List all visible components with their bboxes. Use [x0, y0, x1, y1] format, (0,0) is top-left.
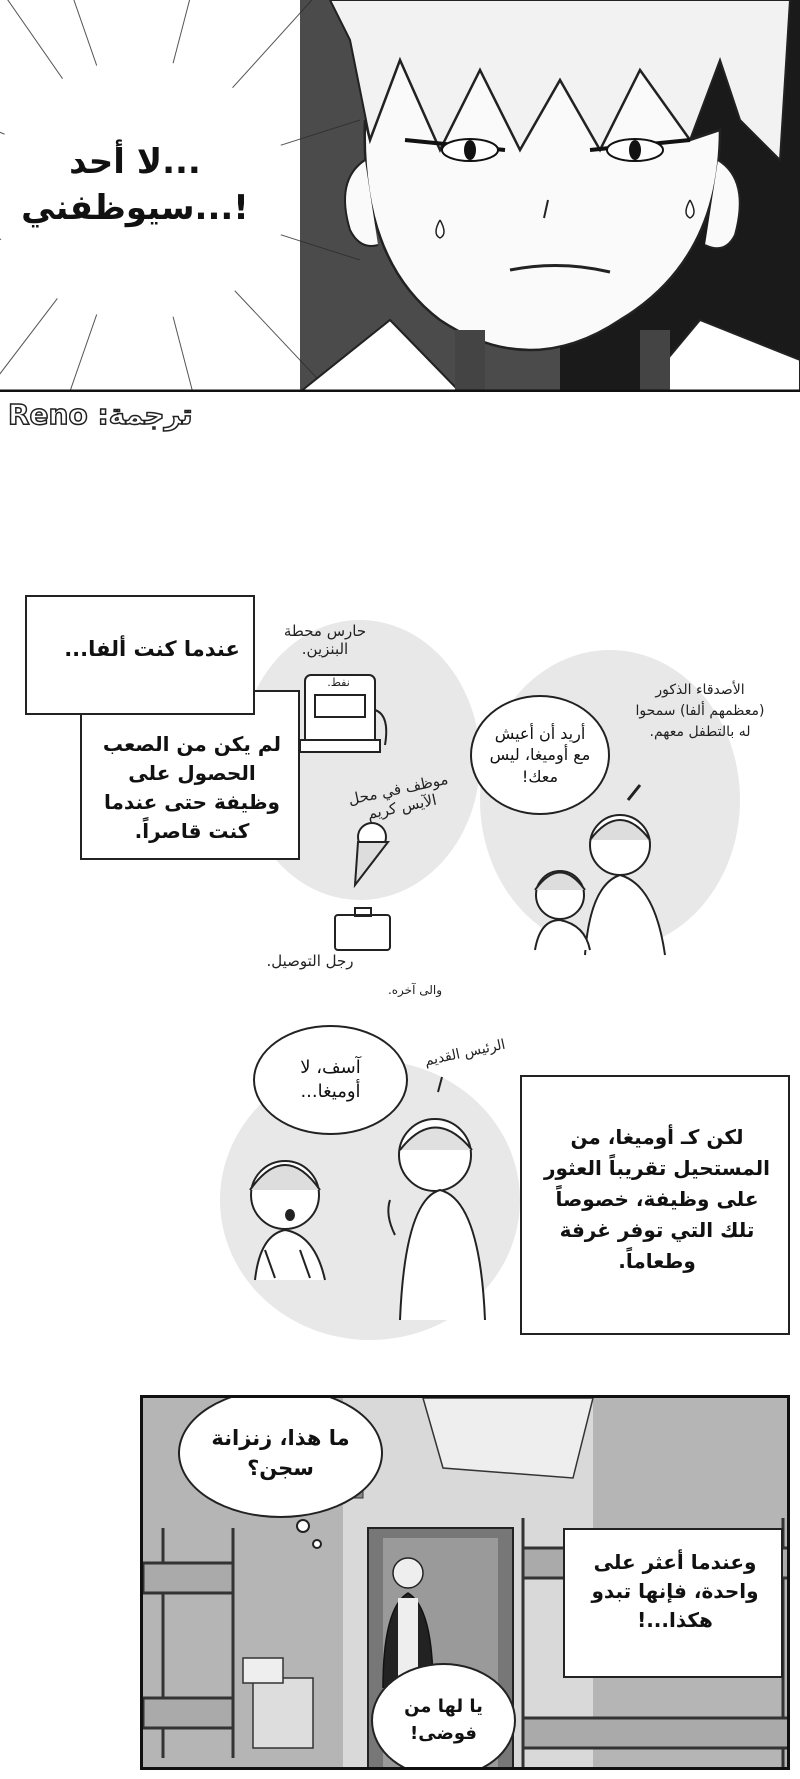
ice-cream-label: موظف في محل الآيس كريم [346, 769, 450, 823]
panel-4 [140, 1395, 790, 1770]
delivery-label: رجل التوصيل. [266, 952, 354, 970]
thought-text: ما هذا، زنزانة سجن؟ [211, 1425, 350, 1480]
translator-credit [8, 398, 193, 431]
narration-box-found [563, 1528, 783, 1678]
narration-main-text: لم يكن من الصعب الحصول على وظيفة حتى عندما كنت قاصراً. [102, 732, 282, 843]
oil-sign-label: نفط. [327, 676, 350, 689]
friends-label: الأصدقاء الذكور (معظمهم ألفا) سمحوا له بالتطفل معهم. [635, 682, 765, 740]
narration-box-job [520, 1075, 790, 1335]
narration-job-text: لكن كـ أوميغا، من المستحيل تقريباً العثور على وظيفة، خصوصاً تلك التي توفر غرفة وطعاماً. [543, 1125, 771, 1273]
briefcase-icon [335, 908, 390, 950]
boss-speech-bubble [253, 1025, 408, 1135]
etc-label: والى آخره. [387, 983, 443, 997]
friend-speech-text: أريد أن أعيش مع أوميغا، ليس معك! [489, 723, 591, 786]
mess-speech-bubble [371, 1663, 516, 1770]
narration-box-main [80, 690, 300, 860]
thought-trail [293, 1518, 333, 1558]
translator-credit-text: ترجمة: Reno [8, 398, 193, 431]
panel-1-caption [10, 140, 260, 232]
gas-attendant-label: حارس محطة البنزين. [283, 622, 367, 658]
mess-speech-text: يا لها من فوضى! [404, 1696, 483, 1744]
narration-box-top [25, 595, 255, 715]
caption-line-1: ...لا أحد [69, 142, 201, 182]
narration-top-text: عندما كنت ألفا... [64, 637, 240, 661]
boss-speech-text: آسف، لا أوميغا... [300, 1056, 361, 1102]
panel-1 [0, 0, 800, 392]
panel-3 [0, 1020, 800, 1350]
panel-2 [0, 590, 800, 1020]
caption-line-2: !...سيوظفني [21, 187, 249, 228]
old-boss-label: الرئيس القديم [423, 1036, 507, 1070]
narration-found-text: وعندما أعثر على واحدة، فإنها تبدو هكذا...! [591, 1550, 759, 1632]
friend-speech-bubble [470, 695, 610, 815]
